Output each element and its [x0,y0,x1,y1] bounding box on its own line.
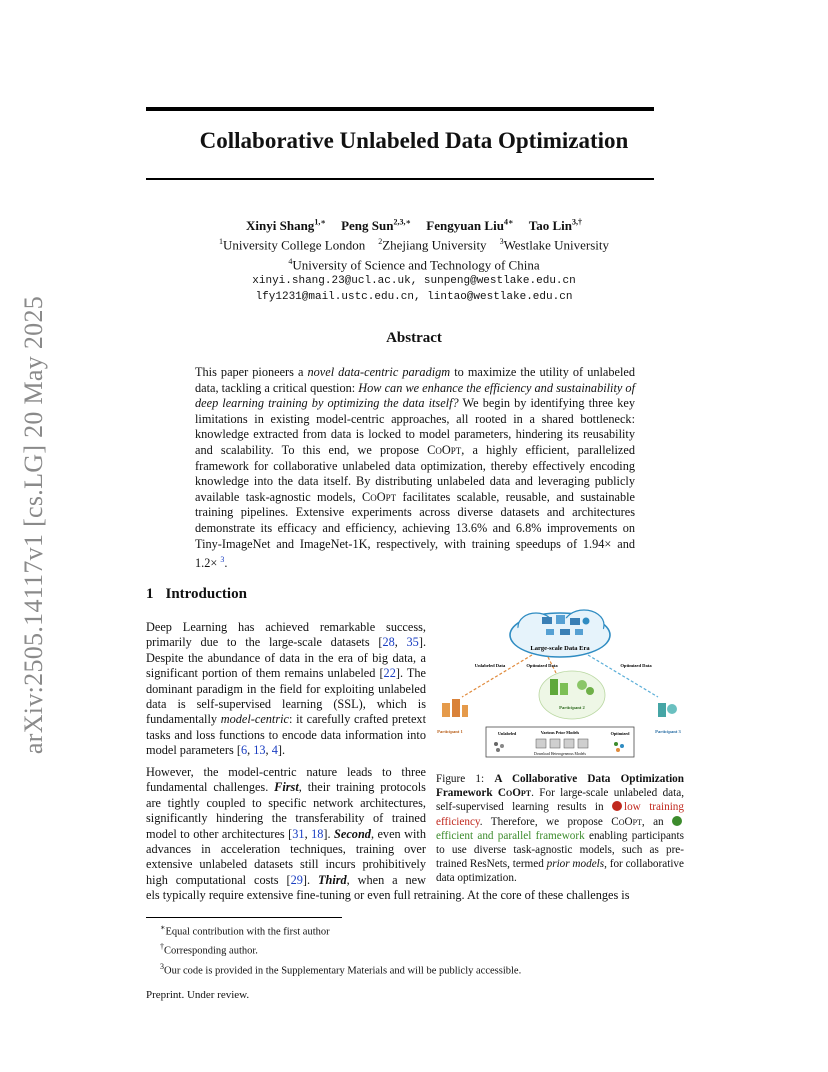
author-block [146,215,682,305]
author-4: Tao Lin$^{3,\dagger}$ [528,218,582,234]
footnotes [160,921,521,979]
figure-1-caption: Figure 1: A Collaborative Data Optimization Framework CoOpt. For large-scale unlabeled data, self-supervised learning results in low training efficiency. Therefore, we propose CoOpt, an efficient and parallel framework enabling participants to use diverse task-agnostic models, such as pre-trained ResNets, termed prior models, for collaborative data optimization. [436,773,684,885]
abstract-heading: Abstract [386,330,442,346]
intro-paragraph-2-head: , when a new [346,872,426,887]
email-line-1: xinyi.shang.23@ucl.ac.uk, sunpeng@westlake.edu.cn [252,274,576,287]
citation-link[interactable]: 35 [406,635,419,650]
footnote-rule [146,917,342,918]
title-rule-top [146,107,654,111]
title-rule-bottom [146,178,654,180]
participant-2-label: Participant 2 [559,705,585,710]
email-line-2: lfy1231@mail.ustc.edu.cn, lintao@westlake.edu.cn [255,290,573,303]
label-unlabeled-data: Unlabeled Data [474,663,506,668]
citation-link[interactable]: 4 [271,743,278,758]
footnote-3: $^3$Our code is provided in the Supplementary Materials and will be publicly accessible. [160,961,522,977]
affiliations-line-2: $^4$University of Science and Technology of China [288,256,540,272]
label-unlabeled-small: Unlabeled [498,731,517,736]
intro-paragraph-2-continued [146,888,682,903]
green-emoji-icon [672,816,682,826]
citation-link[interactable]: 28 [382,635,395,650]
participant-1-icon [442,699,468,717]
red-emoji-icon [612,801,622,811]
participant-1-label: Participant 1 [437,729,463,734]
cloud-label: Large-scale Data Era [530,645,590,652]
footnote-1: ∗Equal contribution with the first author [160,923,330,938]
preprint-notice: Preprint. Under review. [146,989,250,1001]
participant-3-icon [658,703,677,717]
section-heading-introduction: 1 Introduction [146,586,247,602]
author-names [146,215,682,234]
label-optimized-small: Optimized [610,731,630,736]
author-1: Xinyi Shang$^{1,∗}$ [246,218,326,234]
citation-link[interactable]: 29 [290,872,303,887]
intro-paragraph-1: Deep Learning has achieved remarkable success, primarily due to the large-scale datasets [28, 35]. Despite the abundance of data in the era of big data, a significant portion of them remains unlabeled [22]. The dominant paradigm in the field for exploiting unlabeled data is self-supervised learning (SSL), which is fundamentally model-centric: it carefully crafted pretext tasks and loss functions to encode data information into model parameters [6, 13, 4]. [146,620,427,758]
label-prior-models: Various Prior Models [540,730,580,735]
citation-link[interactable]: 6 [240,743,248,758]
citation-link[interactable]: 13 [253,743,266,758]
author-2: Peng Sun$^{2,3,∗}$ [341,218,412,234]
citation-link[interactable]: 18 [311,826,324,841]
author-3: Fengyuan Liu$^{4∗}$ [426,218,514,234]
intro-paragraph-2: However, the model-centric nature leads to three fundamental challenges. First, their training protocols are tightly coupled to specific network architectures, significantly hindering the transferability of trained model to other architectures [31, 18]. Second, even with advances in acceleration techniques, training over extensive unlabeled datasets still incurs prohibitively high computational costs [29]. Third, when a new [146,765,426,888]
abstract-text: This paper pioneers a novel data-centric paradigm to maximize the utility of unlabeled data, tackling a critical question: How can we enhance the efficiency and sustainability of deep learning training by optimizing the data itself? We begin by identifying three key limitations in existing model-centric approaches, all rooted in a shared bottleneck: knowledge extracted from data is locked to model parameters, hindering its reusability and scalability. To this end, we propose CoOpt, a highly efficient, parallelized framework for collaborative unlabeled data optimization, thereby effectively encoding knowledge into the data itself. By distributing unlabeled data and leveraging publicly available task-agnostic models, CoOpt facilitates scalable, reusable, and sustainable training pipelines. Extensive experiments across diverse datasets and architectures demonstrate its efficacy and efficiency, achieving 13.6% and 6.8% improvements on Tiny-ImageNet and ImageNet-1K, respectively, with training speedups of 1.94× and 1.2× $^3$. [195,365,635,571]
label-download-models: Download Heterogeneous Models [534,752,586,756]
citation-link[interactable]: 22 [383,666,396,681]
participant-3-label: Participant 3 [655,729,681,734]
citation-link[interactable]: 31 [292,826,305,841]
paper-title: Collaborative Unlabeled Data Optimization [199,128,629,153]
intro-paragraph-2-tail: els typically require extensive fine-tuning or even full retraining. At the core of these challenges is [146,888,630,902]
arxiv-stamp: arXiv:2505.14117v1 [cs.LG] 20 May 2025 [19,295,48,755]
label-optimized-data-left: Optimized Data [526,663,558,668]
affiliations-line-1: $^1$University College London $^2$Zhejiang University $^3$Westlake University [218,237,610,253]
figure-1-diagram [436,605,684,765]
label-optimized-data-right: Optimized Data [620,663,652,668]
footnote-2: †Corresponding author. [160,942,258,957]
